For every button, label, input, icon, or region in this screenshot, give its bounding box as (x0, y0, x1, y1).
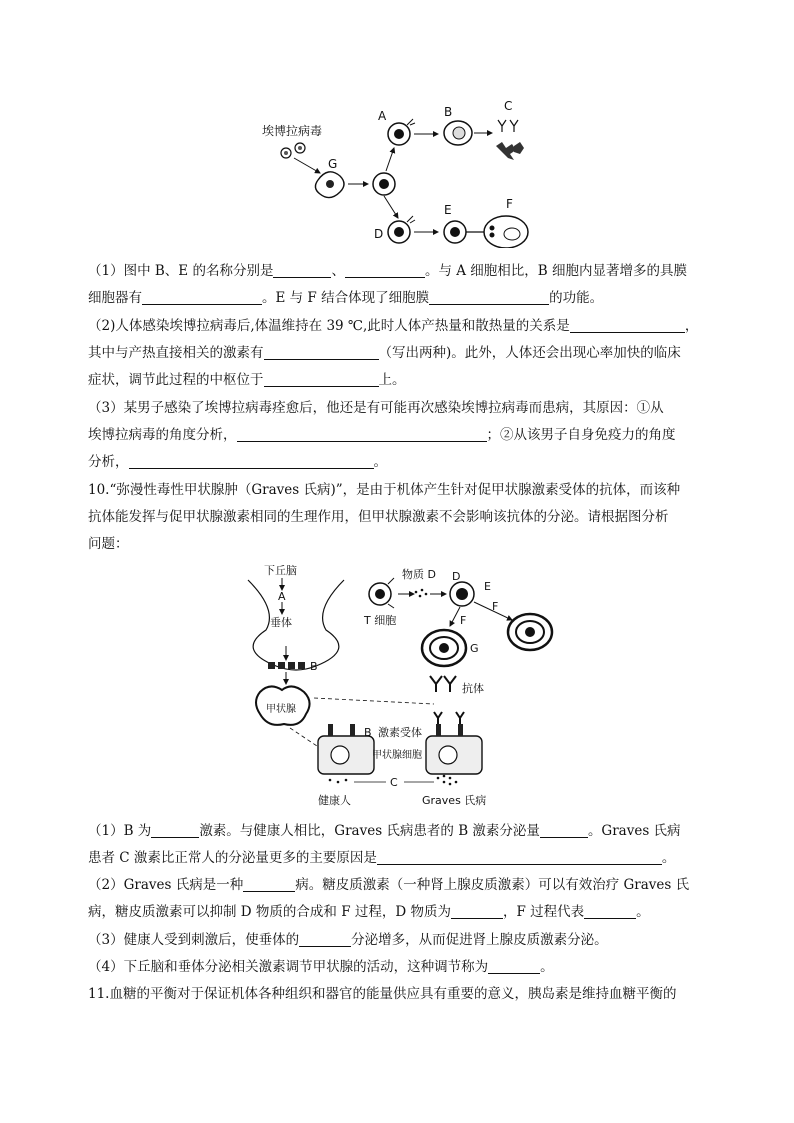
answer-blank[interactable] (570, 318, 685, 333)
q9-part2-line2: 其中与产热直接相关的激素有 （写出两种)。此外，人体还会出现心率加快的临床 (88, 345, 681, 361)
thyroid-label: 甲状腺 (266, 704, 296, 715)
ebola-immune-figure (258, 98, 538, 248)
answer-blank[interactable] (584, 904, 636, 919)
label-f3: F (460, 614, 467, 627)
answer-blank[interactable] (429, 290, 549, 305)
q10-part1-line1: （1）B 为 激素。与健康人相比，Graves 氏病患者的 B 激素分泌量 。Graves 氏病 (88, 823, 681, 839)
q9-part3-line1: （3）某男子感染了埃博拉病毒痊愈后，他还是有可能再次感染埃博拉病毒而患病，其原因：①从 (88, 400, 664, 416)
answer-blank[interactable] (488, 959, 540, 974)
answer-blank[interactable] (129, 454, 374, 469)
label-f2: F (492, 600, 499, 613)
antibody-symbol (430, 676, 456, 692)
answer-blank[interactable] (237, 427, 487, 442)
q10-intro-line2: 抗体能发挥与促甲状腺激素相同的生理作用，但甲状腺激素不会影响该抗体的分泌。请根据图分析 (88, 509, 669, 525)
antigen-antibody-complex (496, 142, 516, 160)
q11-intro-line1: 11.血糖的平衡对于保证机体各种组织和器官的能量供应具有重要的意义，胰岛素是维持血糖平衡的 (88, 986, 677, 1002)
q9-part3-line2: 埃博拉病毒的角度分析， ；②从该男子自身免疫力的角度 (88, 427, 676, 443)
answer-blank[interactable] (299, 932, 351, 947)
q9-part1-line2: 细胞器有 。E 与 F 结合体现了细胞膜 的功能。 (88, 290, 604, 306)
label-b: B (444, 105, 453, 119)
label-a2: A (278, 590, 286, 603)
q9-part2-line3: 症状，调节此过程的中枢位于 上。 (88, 372, 406, 388)
q10-part3: （3）健康人受到刺激后，使垂体的 分泌增多，从而促进肾上腺皮质激素分泌。 (88, 932, 608, 948)
answer-blank[interactable] (273, 263, 331, 278)
q10-part2-line1: （2）Graves 氏病是一种 病。糖皮质激素（一种肾上腺皮质激素）可以有效治疗 Graves 氏 (88, 877, 690, 893)
substance-d-label: 物质 D (402, 568, 436, 581)
label-b3: B (364, 726, 372, 739)
label-d2: D (452, 570, 461, 583)
q10-part2-line2: 病，糖皮质激素可以抑制 D 物质的合成和 F 过程，D 物质为 ，F 过程代表 。 (88, 904, 650, 920)
antibody-label: 抗体 (462, 682, 484, 695)
label-e: E (444, 203, 452, 217)
q9-part1-line1: （1）图中 B、E 的名称分别是 、 。与 A 细胞相比，B 细胞内显著增多的具膜 (88, 263, 687, 279)
graves-figure (230, 560, 590, 810)
thyroid-cell-label: 甲状腺细胞 (372, 750, 422, 761)
label-c: C (504, 99, 513, 113)
q10-intro-line1: 10.“弥漫性毒性甲状腺肿（Graves 氏病)”，是由于机体产生针对促甲状腺激素受体的抗体，而该种 (88, 482, 681, 498)
hormone-receptor-label: 激素受体 (378, 726, 422, 739)
answer-blank[interactable] (540, 823, 588, 838)
label-e2: E (484, 580, 491, 593)
virus-label: 埃博拉病毒 (262, 124, 323, 138)
q10-part4: （4）下丘脑和垂体分泌相关激素调节甲状腺的活动，这种调节称为 。 (88, 959, 554, 975)
label-f: F (506, 197, 513, 211)
pituitary-label: 垂体 (270, 616, 292, 629)
label-a: A (378, 109, 387, 123)
answer-blank[interactable] (264, 345, 379, 360)
hypothalamus-label: 下丘脑 (264, 564, 297, 577)
q9-part3-line3: 分析， 。 (88, 454, 387, 470)
answer-blank[interactable] (142, 290, 262, 305)
answer-blank[interactable] (345, 263, 425, 278)
q10-part1-line2: 患者 C 激素比正常人的分泌量更多的主要原因是 。 (88, 850, 676, 866)
answer-blank[interactable] (377, 850, 662, 865)
healthy-label: 健康人 (318, 794, 351, 807)
answer-blank[interactable] (451, 904, 503, 919)
antibody-c (498, 120, 518, 132)
graves-diagram (230, 560, 590, 810)
label-b2: B (310, 660, 318, 673)
pituitary-outline (248, 580, 344, 670)
q9-part2-line1: （2)人体感染埃博拉病毒后,体温维持在 39 ℃,此时人体产热量和散热量的关系是 ， (88, 318, 699, 334)
label-c2: C (390, 776, 398, 789)
answer-blank[interactable] (243, 877, 295, 892)
label-g2: G (470, 642, 479, 655)
ebola-immune-diagram (258, 98, 538, 248)
t-cell-label: T 细胞 (364, 614, 397, 627)
label-d: D (374, 227, 384, 241)
answer-blank[interactable] (264, 372, 379, 387)
q10-intro-line3: 问题： (88, 536, 129, 552)
graves-label: Graves 氏病 (422, 794, 487, 807)
label-g: G (328, 157, 338, 171)
answer-blank[interactable] (151, 823, 199, 838)
